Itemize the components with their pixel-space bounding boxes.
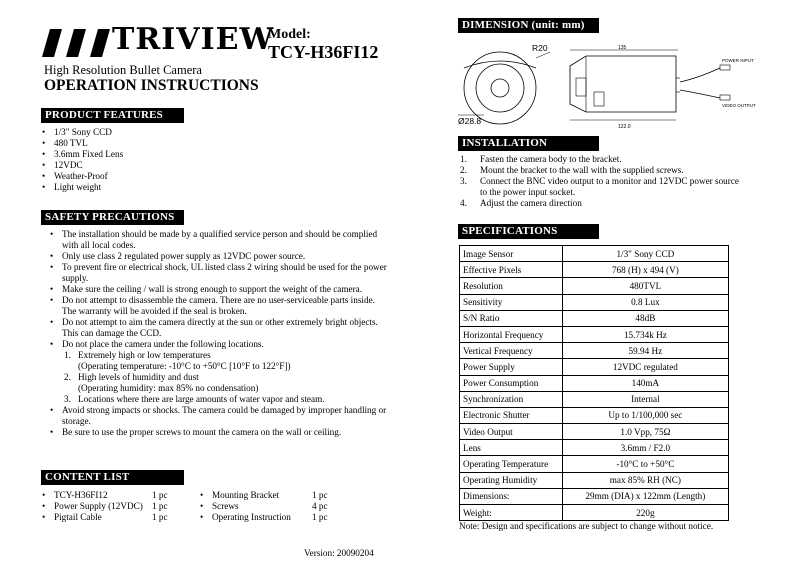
spec-row — [460, 424, 729, 440]
spec-value: 12VDC regulated — [562, 359, 728, 375]
d288-label: Ø28.8 — [458, 116, 482, 126]
feature-item: • 12VDC — [40, 160, 240, 171]
spec-value: 1.0 Vpp, 75Ω — [562, 424, 728, 440]
content-item — [198, 501, 358, 512]
content-item — [198, 490, 358, 501]
installation-step-number: 2. — [460, 165, 467, 175]
safety-item: • Only use class 2 regulated power supply as 12VDC power source. — [48, 251, 388, 262]
safety-sub-item — [48, 394, 388, 405]
content-item-name: Screws — [212, 501, 239, 511]
video-output-label: VIDEO OUTPUT — [722, 103, 756, 108]
l135-label: 135 — [618, 45, 627, 51]
spec-name: Sensitivity — [460, 294, 563, 310]
front-outer-circle — [464, 52, 536, 124]
spec-name: Operating Humidity — [460, 472, 563, 488]
spec-value: -10°C to +50°C — [562, 456, 728, 472]
content-item-name: Operating Instruction — [212, 512, 291, 522]
safety-item: • Be sure to use the proper screws to mount the camera on the wall or ceiling. — [48, 427, 388, 438]
installation-step — [458, 165, 748, 176]
content-list-right — [198, 490, 358, 523]
doc-title: OPERATION INSTRUCTIONS — [44, 77, 259, 94]
content-item-qty: 1 pc — [152, 512, 168, 522]
installation-step-number: 1. — [460, 154, 467, 164]
spec-row — [460, 294, 729, 310]
dimension-heading: DIMENSION (unit: mm) — [458, 18, 599, 33]
content-item-qty: 1 pc — [312, 490, 328, 500]
content-item-qty: 1 pc — [152, 501, 168, 511]
safety-item: • Make sure the ceiling / wall is strong enough to support the weight of the camera. — [48, 284, 388, 295]
spec-row — [460, 440, 729, 456]
safety-list-continued — [48, 405, 388, 438]
feature-item: • 480 TVL — [40, 138, 240, 149]
spec-name: S/N Ratio — [460, 310, 563, 326]
safety-list — [48, 229, 388, 350]
spec-name: Resolution — [460, 278, 563, 294]
spec-value: 140mA — [562, 375, 728, 391]
spec-name: Weight: — [460, 505, 563, 521]
installation-step — [458, 176, 748, 198]
spec-row — [460, 456, 729, 472]
spec-value: 29mm (DIA) x 122mm (Length) — [562, 488, 728, 504]
safety-sub-list — [48, 350, 388, 405]
spec-row — [460, 488, 729, 504]
safety-heading: SAFETY PRECAUTIONS — [41, 210, 184, 225]
safety-sub-text: High levels of humidity and dust — [78, 372, 199, 382]
spec-row — [460, 326, 729, 342]
spec-value: 220g — [562, 505, 728, 521]
specifications-table — [459, 245, 729, 521]
dimension-drawing — [458, 38, 758, 130]
power-input-label: POWER INPUT — [722, 58, 754, 63]
front-lens-circle — [491, 79, 509, 97]
spec-value: 768 (H) x 494 (V) — [562, 262, 728, 278]
spec-name: Electronic Shutter — [460, 407, 563, 423]
spec-value: 1/3" Sony CCD — [562, 246, 728, 262]
safety-section — [48, 229, 388, 438]
product-features-list — [40, 127, 240, 193]
spec-row — [460, 375, 729, 391]
safety-item: • Do not attempt to aim the camera directly at the sun or other extremely bright objects. This can damage the CCD. — [48, 317, 388, 339]
spec-name: Power Supply — [460, 359, 563, 375]
safety-item: • Do not attempt to disassemble the camera. There are no user-serviceable parts inside. The warranty will be avoided if the seal is broken. — [48, 295, 388, 317]
safety-sub-item — [48, 350, 388, 372]
spec-value: 3.6mm / F2.0 — [562, 440, 728, 456]
installation-step — [458, 198, 748, 209]
spec-name: Effective Pixels — [460, 262, 563, 278]
spec-name: Dimensions: — [460, 488, 563, 504]
installation-steps — [458, 154, 748, 209]
feature-item: • 3.6mm Fixed Lens — [40, 149, 240, 160]
content-item-qty: 4 pc — [312, 501, 328, 511]
safety-item: • To prevent fire or electrical shock, UL listed class 2 wiring should be used for the power supply. — [48, 262, 388, 284]
spec-value: max 85% RH (NC) — [562, 472, 728, 488]
doc-subtitle: High Resolution Bullet Camera — [44, 63, 202, 77]
spec-row — [460, 359, 729, 375]
content-list-left — [40, 490, 190, 523]
spec-row — [460, 343, 729, 359]
safety-item: • Do not place the camera under the following locations. — [48, 339, 388, 350]
r20-label: R20 — [532, 43, 548, 53]
safety-sub-detail: (Operating humidity: max 85% no condensation) — [78, 383, 259, 393]
safety-sub-detail: (Operating temperature: -10°C to +50°C [10°F to 122°F]) — [78, 361, 291, 371]
installation-step-text: Mount the bracket to the wall with the supplied screws. — [480, 165, 684, 175]
content-item — [40, 512, 190, 523]
safety-sub-number: 1. — [64, 350, 71, 360]
specifications-note: Note: Design and specifications are subject to change without notice. — [459, 521, 714, 531]
spec-row — [460, 310, 729, 326]
spec-value: Internal — [562, 391, 728, 407]
spec-name: Image Sensor — [460, 246, 563, 262]
spec-value: 48dB — [562, 310, 728, 326]
installation-step-text: Adjust the camera direction — [480, 198, 582, 208]
installation-heading: INSTALLATION — [458, 136, 599, 151]
spec-value: 480TVL — [562, 278, 728, 294]
content-item-name: Power Supply (12VDC) — [54, 501, 143, 511]
spec-name: Power Consumption — [460, 375, 563, 391]
feature-item: • Weather-Proof — [40, 171, 240, 182]
spec-value: 15.734k Hz — [562, 326, 728, 342]
spec-value: 59.94 Hz — [562, 343, 728, 359]
safety-sub-number: 2. — [64, 372, 71, 382]
spec-name: Video Output — [460, 424, 563, 440]
brand-name: TRIVIEW — [112, 22, 275, 57]
installation-step-text: Connect the BNC video output to a monitor and 12VDC power source to the power input socket. — [480, 176, 739, 197]
model-number: TCY-H36FI12 — [268, 42, 379, 62]
spec-row — [460, 278, 729, 294]
content-item-name: TCY-H36FI12 — [54, 490, 108, 500]
safety-item: • Avoid strong impacts or shocks. The camera could be damaged by improper handling or storage. — [48, 405, 388, 427]
logo-mark-icon — [40, 25, 116, 59]
model-label: Model: — [268, 27, 311, 42]
installation-step — [458, 154, 748, 165]
l122-label: 122.0 — [618, 124, 631, 130]
safety-sub-text: Locations where there are large amounts of water vapor and steam. — [78, 394, 325, 404]
content-item — [40, 490, 190, 501]
spec-row — [460, 505, 729, 521]
safety-sub-item — [48, 372, 388, 394]
installation-step-text: Fasten the camera body to the bracket. — [480, 154, 622, 164]
spec-name: Synchronization — [460, 391, 563, 407]
spec-value: Up to 1/100,000 sec — [562, 407, 728, 423]
spec-name: Operating Temperature — [460, 456, 563, 472]
feature-item: • 1/3" Sony CCD — [40, 127, 240, 138]
spec-name: Lens — [460, 440, 563, 456]
installation-step-number: 3. — [460, 176, 467, 186]
brand-logo — [40, 22, 275, 62]
content-item-qty: 1 pc — [312, 512, 328, 522]
spec-name: Horizontal Frequency — [460, 326, 563, 342]
spec-name: Vertical Frequency — [460, 343, 563, 359]
content-item-name: Mounting Bracket — [212, 490, 280, 500]
safety-sub-text: Extremely high or low temperatures — [78, 350, 211, 360]
product-features-heading: PRODUCT FEATURES — [41, 108, 184, 123]
spec-row — [460, 246, 729, 262]
spec-row — [460, 472, 729, 488]
spec-row — [460, 391, 729, 407]
version-text: Version: 20090204 — [304, 548, 374, 558]
installation-step-number: 4. — [460, 198, 467, 208]
spec-row — [460, 407, 729, 423]
content-item-name: Pigtail Cable — [54, 512, 102, 522]
content-item — [198, 512, 358, 523]
content-item — [40, 501, 190, 512]
specifications-heading: SPECIFICATIONS — [458, 224, 599, 239]
content-list-heading: CONTENT LIST — [41, 470, 184, 485]
spec-value: 0.8 Lux — [562, 294, 728, 310]
feature-item: • Light weight — [40, 182, 240, 193]
spec-row — [460, 262, 729, 278]
front-mid-circle — [476, 64, 524, 112]
content-item-qty: 1 pc — [152, 490, 168, 500]
safety-item: • The installation should be made by a qualified service person and should be complied with all local codes. — [48, 229, 388, 251]
safety-sub-number: 3. — [64, 394, 71, 404]
